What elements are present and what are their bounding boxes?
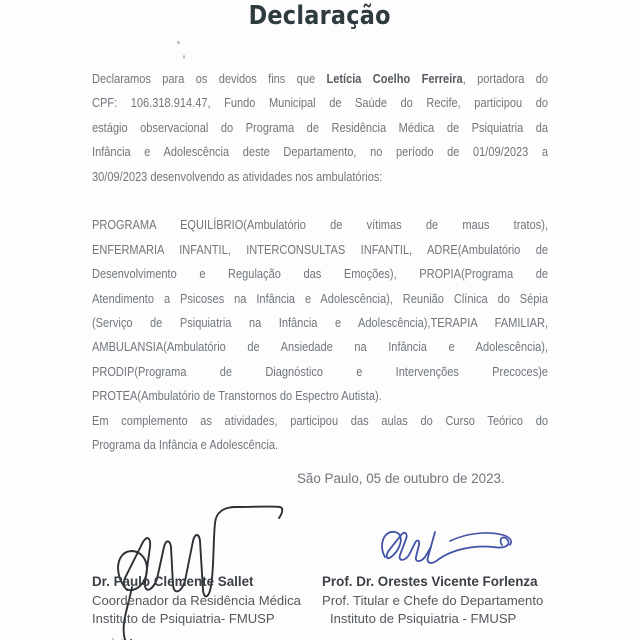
body-line: 30/09/2023 desenvolvendo as atividades nos ambulatórios: xyxy=(92,169,383,184)
body-line: Infância e Adolescência deste Departamento, no período de 01/09/2023 a xyxy=(92,145,549,160)
signature-block-right xyxy=(322,573,543,629)
date-line: São Paulo, 05 de outubro de 2023. xyxy=(297,471,505,486)
person-name: Letícia Coelho Ferreira xyxy=(326,72,463,86)
body-line: Programa da Infância e Adolescência. xyxy=(92,438,279,453)
signatory-name-left: Dr. Paulo Clemente Sallet xyxy=(92,574,254,589)
body-line xyxy=(92,189,548,213)
body-line: ENFERMARIA INFANTIL, INTERCONSULTAS INFANTIL, ADRE(Ambulatório de xyxy=(92,242,549,257)
body-line: Desenvolvimento e Regulação das Emoções), PROPIA(Programa de xyxy=(92,267,549,282)
body-line: Declaramos para os devidos fins que Letícia Coelho Ferreira, portadora do xyxy=(92,72,549,86)
body-line: estágio observacional do Programa de Residência Médica de Psiquiatria da xyxy=(92,120,549,135)
body-line: Em complemento as atividades, participou das aulas do Curso Teórico do xyxy=(92,413,549,428)
scan-speckle xyxy=(177,41,180,44)
signatory-role-left: Coordenador da Residência Médica xyxy=(92,592,301,608)
signature-right-handwritten xyxy=(355,505,525,575)
body-line: PROTEA(Ambulatório de Transtornos do Espectro Autista). xyxy=(92,389,382,404)
body-line: PRODIP(Programa de Diagnóstico e Intervenções Precoces)e xyxy=(92,364,549,379)
body-line: CPF: 106.318.914.47, Fundo Municipal de Saúde do Recife, participou do xyxy=(92,96,549,111)
body-line: AMBULANSIA(Ambulatório de Ansiedade na Infância e Adolescência), xyxy=(92,340,549,355)
document-title-row xyxy=(0,1,640,31)
body-line: PROGRAMA EQUILÍBRIO(Ambulatório de vítimas de maus tratos), xyxy=(92,218,549,233)
scan-speckle xyxy=(183,55,185,59)
signatory-role-right: Prof. Titular e Chefe do Departamento xyxy=(322,592,544,608)
body-text xyxy=(92,67,548,458)
body-line: Atendimento a Psicoses na Infância e Adolescência), Reunião Clínica do Sépia xyxy=(92,291,549,306)
signatory-name-right: Prof. Dr. Orestes Vicente Forlenza xyxy=(322,574,538,589)
body-line: (Serviço de Psiquiatria na Infância e Adolescência),TERAPIA FAMILIAR, xyxy=(92,316,549,331)
signatory-org-right: Instituto de Psiquiatria - FMUSP xyxy=(330,611,517,627)
signature-block-left xyxy=(92,573,301,629)
document-title: Declaração xyxy=(248,1,392,31)
signatory-org-left: Instituto de Psiquiatria- FMUSP xyxy=(92,611,275,627)
